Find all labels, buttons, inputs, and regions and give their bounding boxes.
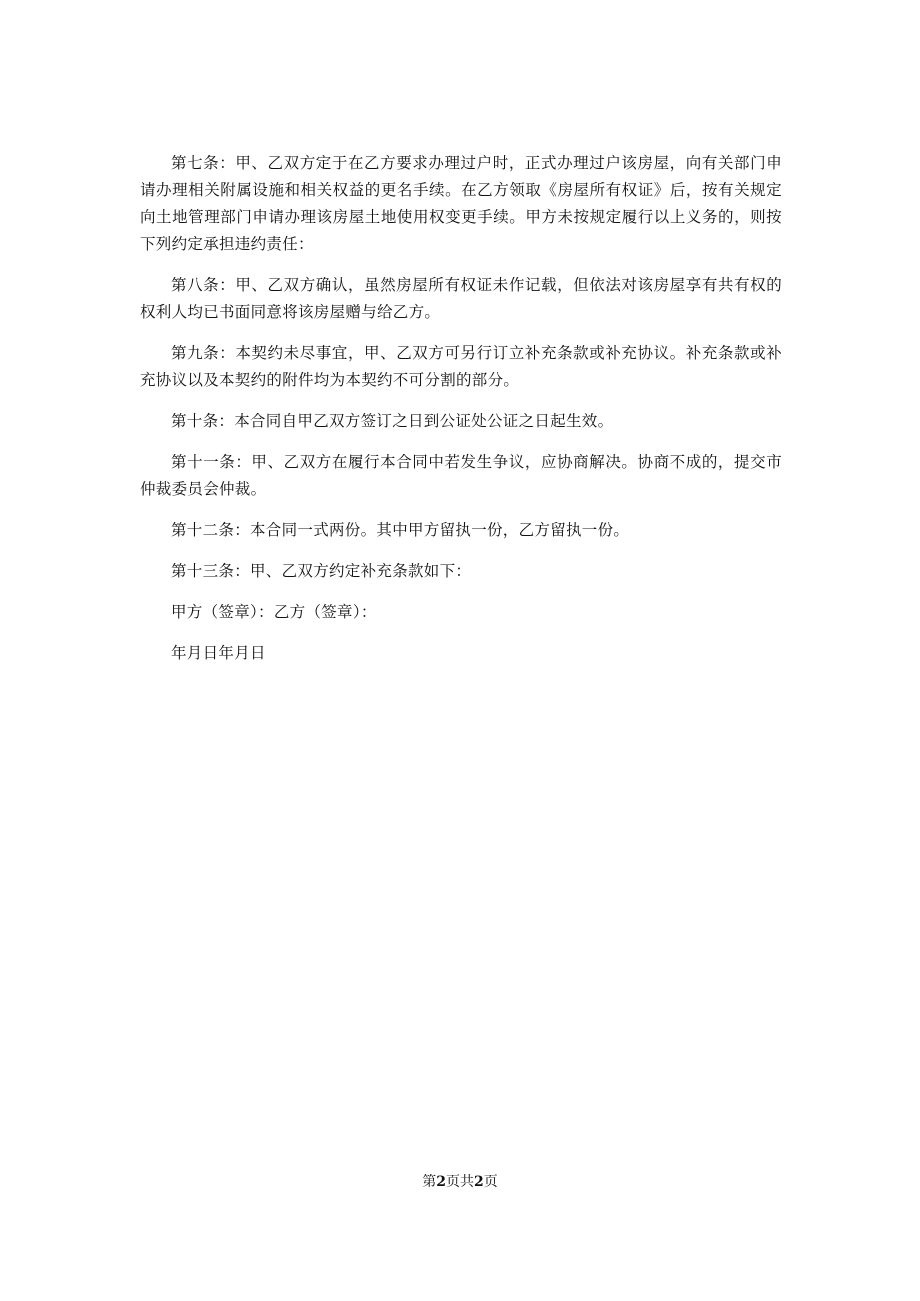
footer-middle: 页共 — [446, 1174, 474, 1190]
clause-10: 第十条：本合同自甲乙双方签订之日到公证处公证之日起生效。 — [171, 412, 614, 430]
footer-total-pages: 2 — [474, 1174, 484, 1190]
clause-9: 第九条：本契约未尽事宜，甲、乙双方可另行订立补充条款或补充协议。补充条款或补充协议以及本契约的附件均为本契约不可分割的部分。 — [140, 344, 782, 389]
document-body — [140, 150, 782, 681]
page-footer — [0, 1171, 920, 1191]
footer-current-page: 2 — [436, 1174, 446, 1190]
date-line: 年月日年月日 — [171, 644, 266, 662]
clause-12: 第十二条：本合同一式两份。其中甲方留执一份，乙方留执一份。 — [171, 521, 630, 539]
clause-13: 第十三条：甲、乙双方约定补充条款如下： — [171, 562, 472, 580]
footer-suffix: 页 — [483, 1174, 498, 1190]
signature-line: 甲方（签章）：乙方（签章）： — [171, 603, 377, 621]
clause-8: 第八条：甲、乙双方确认，虽然房屋所有权证未作记载，但依法对该房屋享有共有权的权利人均已书面同意将该房屋赠与给乙方。 — [140, 276, 782, 321]
footer-prefix: 第 — [422, 1174, 437, 1190]
clause-11: 第十一条：甲、乙双方在履行本合同中若发生争议，应协商解决。协商不成的，提交市仲裁委员会仲裁。 — [140, 453, 782, 498]
clause-7: 第七条：甲、乙双方定于在乙方要求办理过户时，正式办理过户该房屋，向有关部门申请办理相关附属设施和相关权益的更名手续。在乙方领取《房屋所有权证》后，按有关规定向土地管理部门申请办理该房屋土地使用权变更手续。甲方未按规定履行以上义务的，则按下列约定承担违约责任： — [140, 154, 782, 253]
